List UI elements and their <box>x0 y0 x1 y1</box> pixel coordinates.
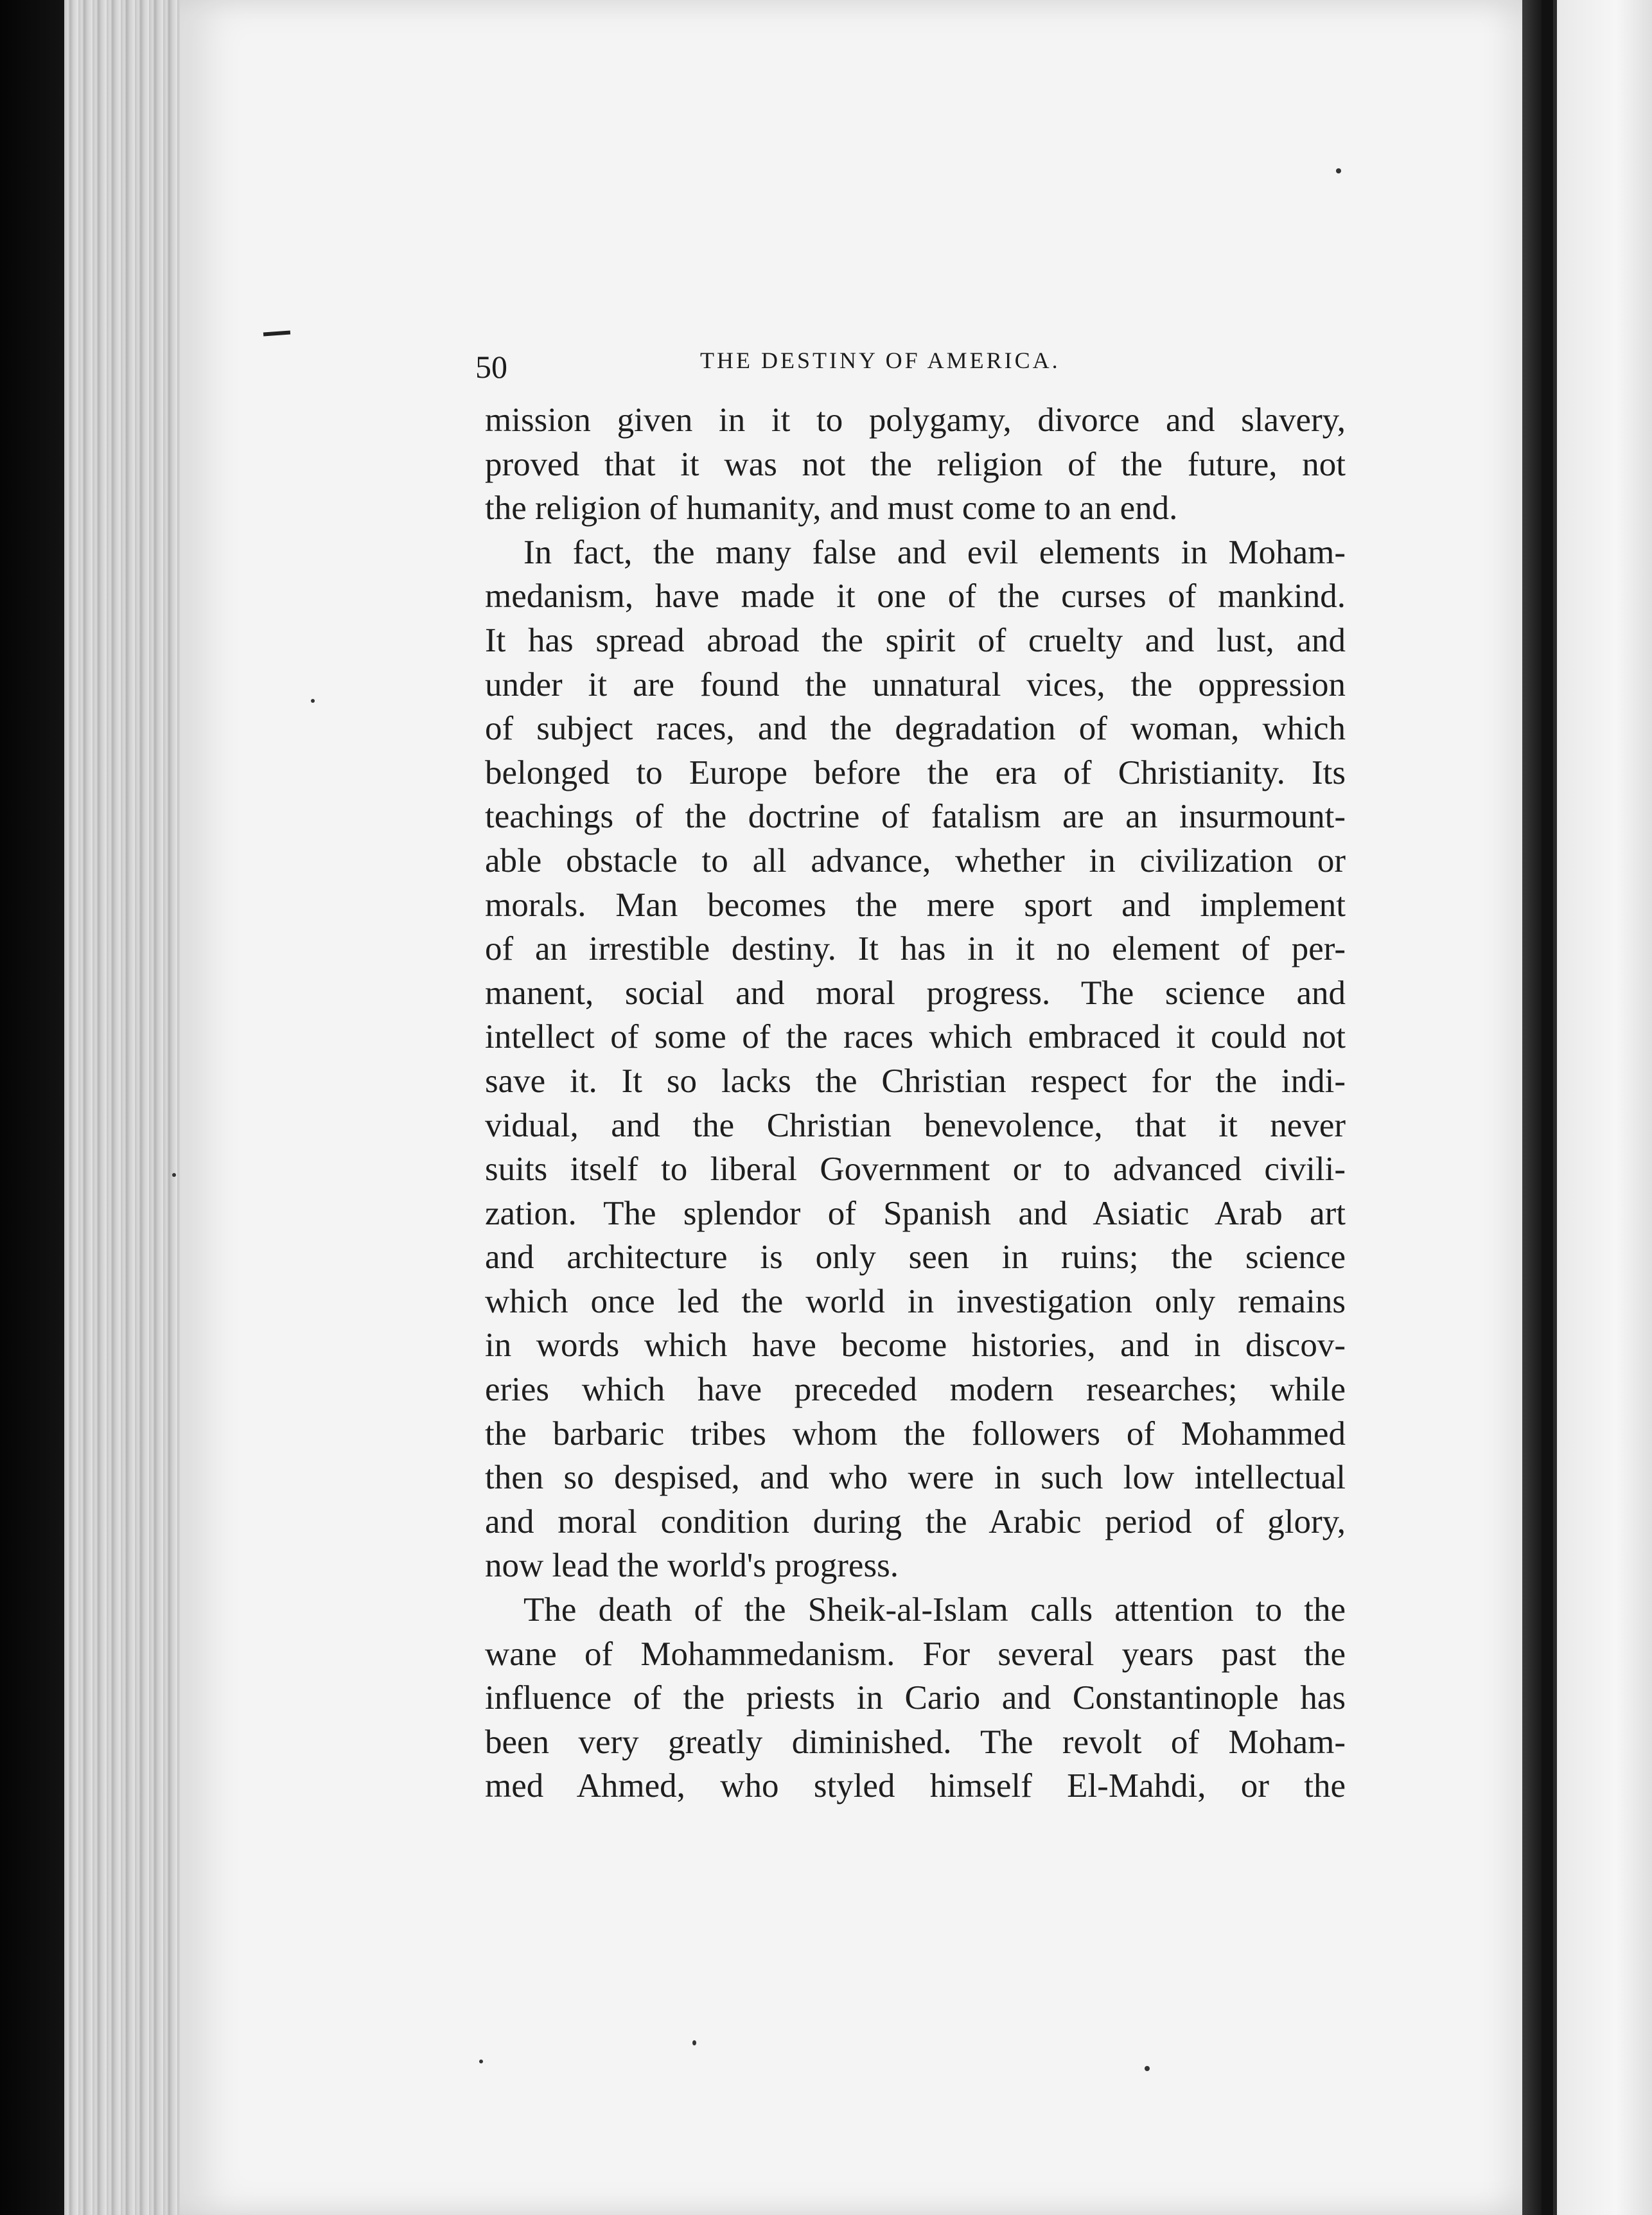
text-line: med Ahmed, who styled himself El-Mahdi, or the <box>485 1767 1346 1805</box>
text-line: In fact, the many false and evil elements in Moham- <box>523 533 1346 571</box>
text-line: medanism, have made it one of the curses of mankind. <box>485 578 1346 615</box>
text-line: the religion of humanity, and must come to an end. <box>485 490 1178 527</box>
text-line: suits itself to liberal Government or to advanced civili- <box>485 1151 1346 1188</box>
text-line: now lead the world's progress. <box>485 1547 899 1585</box>
page-header <box>475 340 1323 392</box>
text-line: save it. It so lacks the Christian respect for the indi- <box>485 1062 1346 1100</box>
text-line: been very greatly diminished. The revolt of Moham- <box>485 1723 1346 1761</box>
text-line: It has spread abroad the spirit of cruelty and lust, and <box>485 621 1346 659</box>
page-number: 50 <box>475 349 507 385</box>
text-line: morals. Man becomes the mere sport and implement <box>485 886 1346 924</box>
paragraph <box>485 398 1346 531</box>
text-line: influence of the priests in Cario and Constantinople has <box>485 1679 1346 1717</box>
paragraph <box>485 1588 1346 1808</box>
text-line: eries which have preceded modern researches; while <box>485 1371 1346 1409</box>
text-line: wane of Mohammedanism. For several years past the <box>485 1635 1346 1673</box>
speck <box>1145 2066 1150 2071</box>
text-line: teachings of the doctrine of fatalism are an insurmount- <box>485 798 1346 836</box>
text-line: then so despised, and who were in such low intellectual <box>485 1459 1346 1497</box>
text-line: The death of the Sheik-al-Islam calls attention to the <box>523 1591 1346 1629</box>
facing-page-edge <box>1553 0 1652 2215</box>
text-line: intellect of some of the races which embraced it could not <box>485 1018 1346 1056</box>
text-line: under it are found the unnatural vices, the oppression <box>485 666 1346 703</box>
speck <box>479 2060 483 2063</box>
page-edges <box>64 0 193 2215</box>
text-line: belonged to Europe before the era of Christianity. Its <box>485 754 1346 791</box>
text-line: mission given in it to polygamy, divorce and slavery, <box>485 402 1346 439</box>
text-line: and moral condition during the Arabic period of glory, <box>485 1503 1346 1540</box>
text-line: zation. The splendor of Spanish and Asiatic Arab art <box>485 1194 1346 1232</box>
text-line: in words which have become histories, and in discov- <box>485 1327 1346 1364</box>
text-line: and architecture is only seen in ruins; the science <box>485 1239 1346 1276</box>
text-line: of subject races, and the degradation of woman, which <box>485 710 1346 748</box>
text-line: proved that it was not the religion of the future, not <box>485 445 1346 483</box>
body-text <box>485 398 1346 1808</box>
text-line: able obstacle to all advance, whether in civilization or <box>485 842 1346 879</box>
text-line: manent, social and moral progress. The science and <box>485 974 1346 1012</box>
text-line: which once led the world in investigation only remains <box>485 1282 1346 1320</box>
speck <box>692 2040 696 2045</box>
text-line: the barbaric tribes whom the followers of Mohammed <box>485 1415 1346 1452</box>
speck <box>311 699 315 703</box>
speck <box>1336 168 1341 173</box>
text-line: of an irrestible destiny. It has in it no element of per- <box>485 930 1346 968</box>
paragraph <box>485 531 1346 1588</box>
text-line: vidual, and the Christian benevolence, that it never <box>485 1106 1346 1144</box>
speck <box>172 1173 176 1177</box>
running-title: THE DESTINY OF AMERICA. <box>700 348 1060 373</box>
